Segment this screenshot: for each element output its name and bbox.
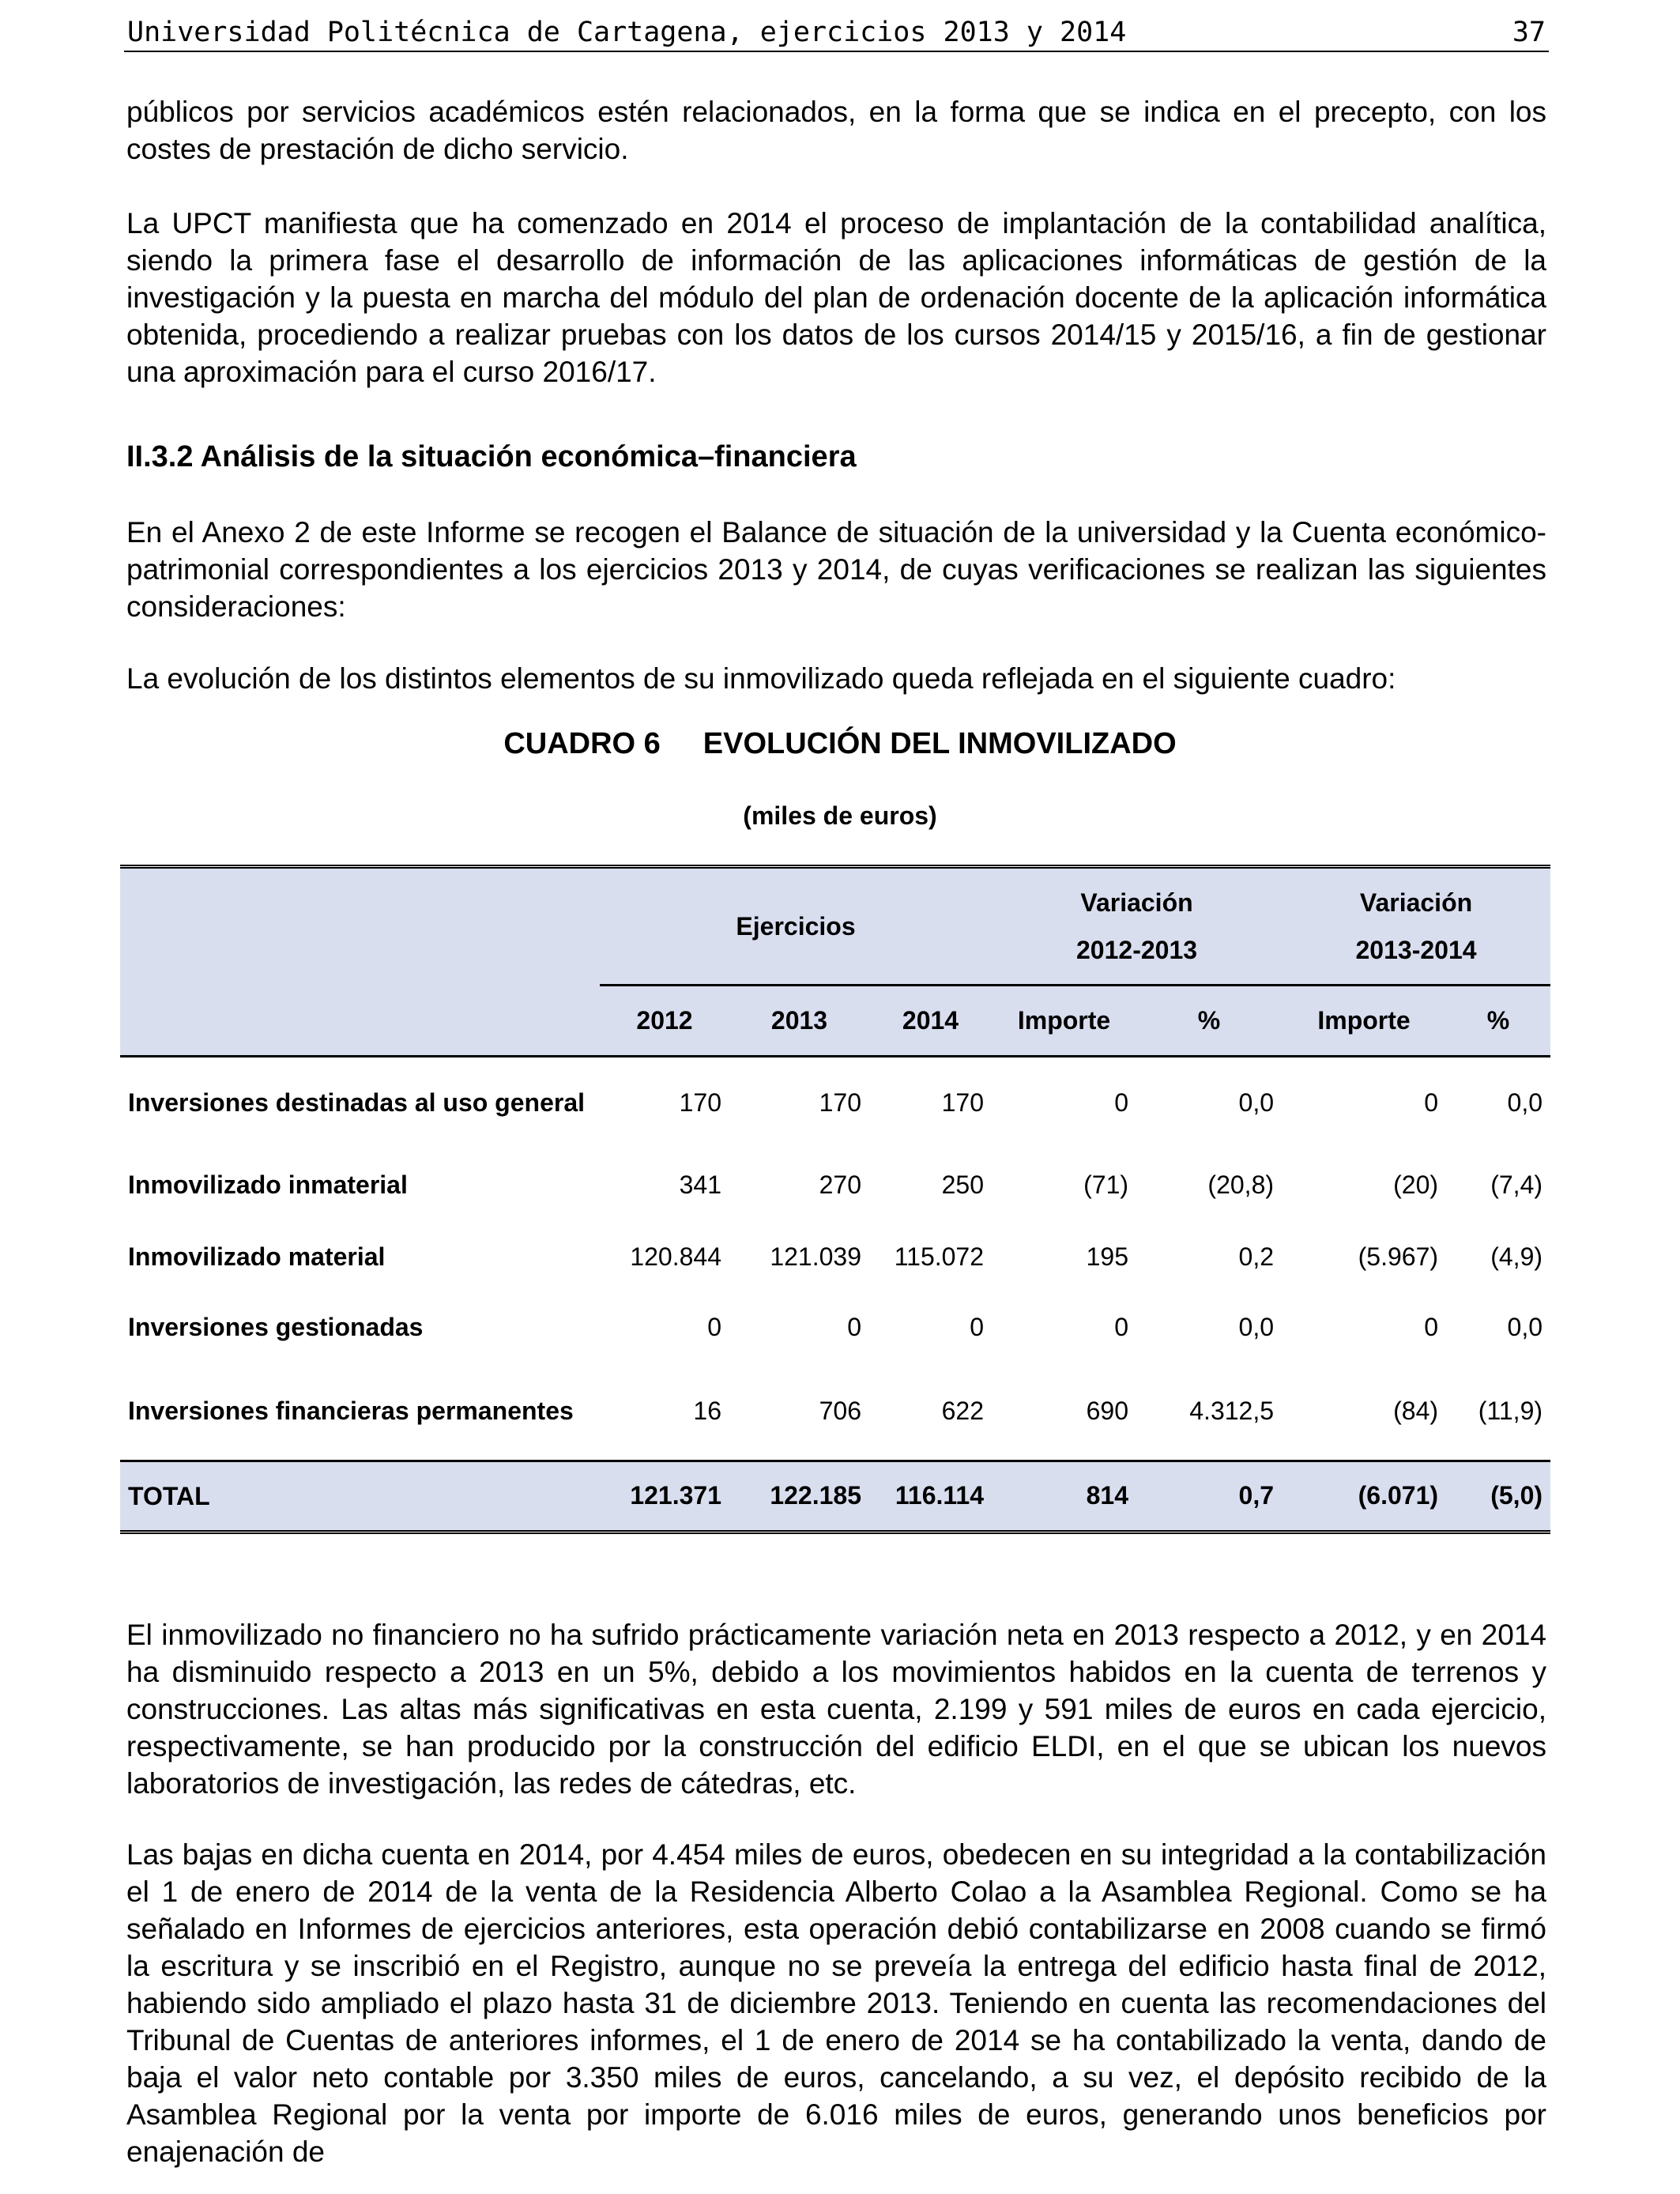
table-cell: 4.312,5 (1189, 1396, 1275, 1425)
column-header: % (1446, 986, 1550, 1057)
table-row (120, 1148, 1550, 1222)
table-cell: 0 (707, 1312, 721, 1341)
table-title (0, 727, 1680, 761)
paragraph: La evolución de los distintos elementos de su inmovilizado queda reflejada en el siguiente cuadro: (126, 662, 1396, 695)
table-cell: 0 (970, 1312, 985, 1341)
table-total-row (120, 1461, 1550, 1532)
paragraph: El inmovilizado no financiero no ha sufrido prácticamente variación neta en 2013 respecto a 2012, y en 2014 ha disminuido respecto a 2013 en un 5%, debido a los movimientos habidos en la cuenta de terrenos y construcciones. Las altas más significativas en esta cuenta, 2.199 y 591 miles de euros en cada ejercicio, respectivamente, se han producido por la construcción del edificio ELDI, en el que se ubican los nuevos laboratorios de investigación, las redes de cátedras, etc. (126, 1619, 1546, 1800)
table-cell: 341 (679, 1170, 721, 1199)
total-cell: (6.071) (1282, 1461, 1446, 1532)
header-variacion-label: Variación (1080, 888, 1193, 917)
column-header: % (1136, 986, 1282, 1057)
table-cell: (7,4) (1490, 1170, 1543, 1199)
header-title: Universidad Politécnica de Cartagena, ejercicios 2013 y 2014 (127, 17, 1127, 48)
table-cell: 120.844 (630, 1242, 721, 1271)
row-label: Inversiones destinadas al uso general (128, 1088, 585, 1117)
table-cell: 0,0 (1238, 1088, 1275, 1117)
inmovilizado-table (120, 865, 1550, 1534)
table-cell: 706 (819, 1396, 861, 1425)
table-cell: 170 (819, 1088, 861, 1117)
table-cell: (20,8) (1207, 1170, 1275, 1199)
page-number: 37 (1512, 17, 1546, 48)
table-cell: 0 (1424, 1312, 1439, 1341)
table-cell: 690 (1086, 1396, 1129, 1425)
table-cell: 0 (847, 1312, 861, 1341)
table-cell: (5.967) (1358, 1242, 1439, 1271)
table-cell: 0 (1114, 1312, 1129, 1341)
header-variacion-period: 2013-2014 (1355, 936, 1477, 964)
table-cell: 170 (941, 1088, 985, 1117)
column-header: 2012 (600, 986, 729, 1057)
total-label: TOTAL (120, 1461, 600, 1532)
table-cell: 0,0 (1238, 1312, 1275, 1341)
table-cell: 16 (693, 1396, 721, 1425)
table-cell: 0,0 (1507, 1312, 1543, 1341)
table-cell: 170 (679, 1088, 721, 1117)
paragraph: Las bajas en dicha cuenta en 2014, por 4.454 miles de euros, obedecen en su integridad a la contabilización el 1 de enero de 2014 de la venta de la Residencia Alberto Colao a la Asamblea Regional. Como se ha señalado en Informes de ejercicios anteriores, esta operación debió contabilizarse en 2008 cuando se firmó la escritura y se inscribió en el Registro, aunque no se preveía la entrega del edificio hasta final de 2012, habiendo sido ampliado el plazo hasta 31 de diciembre 2013. Teniendo en cuenta las recomendaciones del Tribunal de Cuentas de anteriores informes, el 1 de enero de 2014 se ha contabilizado la venta, dando de baja el valor neto contable por 3.350 miles de euros, cancelando, a su vez, el depósito recibido de la Asamblea Regional por la venta por importe de 6.016 miles de euros, generando unos beneficios por enajenación de (126, 1838, 1546, 2168)
table-row (120, 1363, 1550, 1461)
header-variacion-label: Variación (1359, 888, 1473, 917)
total-cell: 0,7 (1136, 1461, 1282, 1532)
table-cell: (4,9) (1490, 1242, 1543, 1271)
row-label: Inmovilizado inmaterial (128, 1171, 408, 1199)
table-cell: (71) (1083, 1170, 1129, 1199)
column-header: Importe (1282, 986, 1446, 1057)
table-cell: (11,9) (1478, 1396, 1543, 1425)
header-variacion-2012-2013 (992, 867, 1282, 986)
table-number: CUADRO 6 (503, 727, 661, 760)
paragraph: La UPCT manifiesta que ha comenzado en 2014 el proceso de implantación de la contabilidad analítica, siendo la primera fase el desarrollo de información de las aplicaciones informáticas de gestión de la investigación y la puesta en marcha del módulo del plan de ordenación docente de la aplicación informática obtenida, procediendo a realizar pruebas con los datos de los cursos 2014/15 y 2015/16, a fin de gestionar una aproximación para el curso 2016/17. (126, 207, 1546, 388)
total-cell: 116.114 (869, 1461, 992, 1532)
table-cell: 195 (1086, 1242, 1129, 1271)
total-cell: (5,0) (1446, 1461, 1550, 1532)
table-title-text: EVOLUCIÓN DEL INMOVILIZADO (703, 727, 1177, 760)
total-cell: 814 (992, 1461, 1136, 1532)
table-cell: 0 (1114, 1088, 1129, 1117)
section-title: II.3.2 Análisis de la situación económica–financiera (126, 440, 857, 473)
table-subtitle: (miles de euros) (743, 801, 937, 830)
paragraph: En el Anexo 2 de este Informe se recogen el Balance de situación de la universidad y la Cuenta económico-patrimonial correspondientes a los ejercicios 2013 y 2014, de cuyas verificaciones se realizan las siguientes consideraciones: (126, 516, 1546, 623)
row-label: Inversiones financieras permanentes (128, 1397, 574, 1426)
header-ejercicios: Ejercicios (600, 867, 992, 986)
table-row (120, 1291, 1550, 1363)
total-cell: 122.185 (729, 1461, 869, 1532)
table-cell: 121.039 (770, 1242, 861, 1271)
table-row (120, 1057, 1550, 1148)
table-row (120, 1222, 1550, 1291)
table-cell: 622 (941, 1396, 985, 1425)
table-cell: (20) (1393, 1170, 1439, 1199)
page-header (124, 14, 1549, 52)
paragraph: públicos por servicios académicos estén relacionados, en la forma que se indica en el precepto, con los costes de prestación de dicho servicio. (126, 96, 1546, 165)
table-cell: 0,2 (1238, 1242, 1275, 1271)
header-empty-cell (120, 867, 600, 1057)
table-cell: (84) (1393, 1396, 1439, 1425)
column-header: Importe (992, 986, 1136, 1057)
column-header: 2013 (729, 986, 869, 1057)
header-variacion-period: 2012-2013 (1076, 936, 1198, 964)
table-cell: 250 (941, 1170, 985, 1199)
table-cell: 0,0 (1507, 1088, 1543, 1117)
table-cell: 115.072 (894, 1242, 985, 1271)
total-cell: 121.371 (600, 1461, 729, 1532)
table-cell: 0 (1424, 1088, 1439, 1117)
table-cell: 270 (819, 1170, 861, 1199)
row-label: Inversiones gestionadas (128, 1313, 424, 1341)
header-variacion-2013-2014 (1282, 867, 1550, 986)
row-label: Inmovilizado material (128, 1242, 386, 1271)
column-header: 2014 (869, 986, 992, 1057)
